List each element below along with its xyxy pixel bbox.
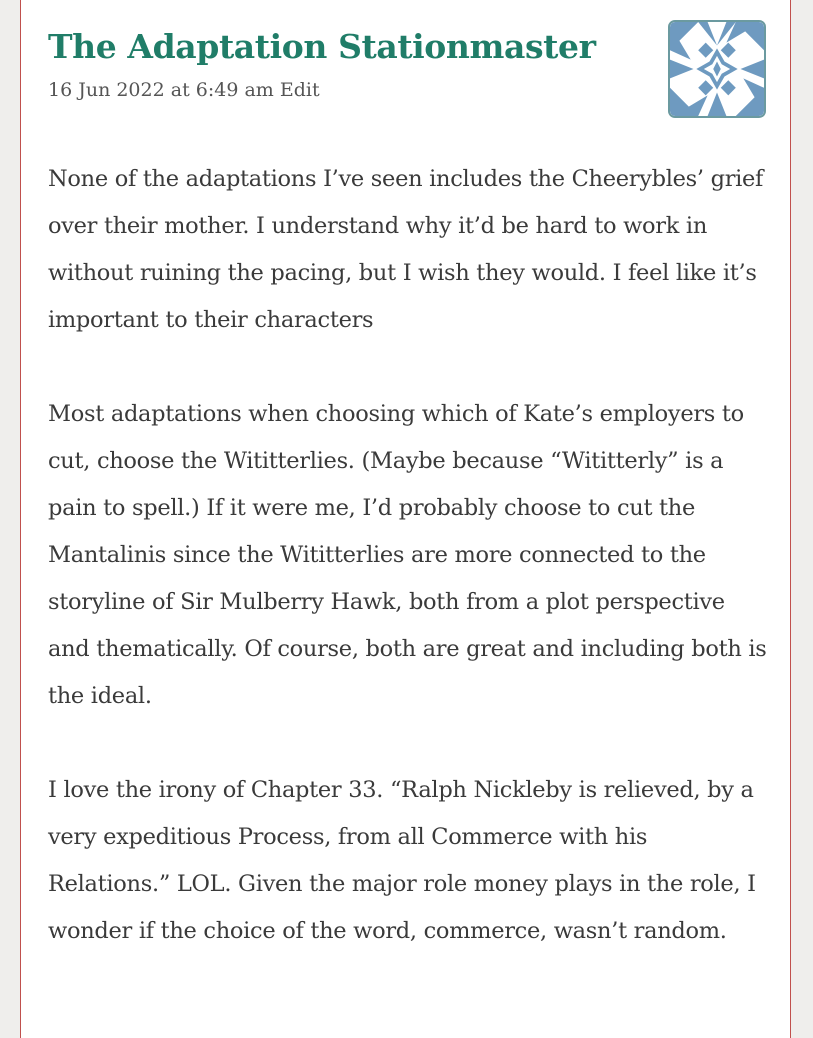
- comment-meta: [48, 78, 670, 102]
- comment-body: [48, 156, 773, 1002]
- comment-paragraph: Most adaptations when choosing which of Kate’s employers to cut, choose the Wititterlies. (Maybe because “Wititterly” is a pain to spell.) If it were me, I’d probably choose to cut the Mantalinis since the Wititterlies are more connected to the storyline of Sir Mulberry Hawk, both from a plot perspective and thematically. Of course, both are great and including both is the ideal.: [48, 401, 767, 709]
- comment-paragraph: None of the adaptations I’ve seen includes the Cheerybles’ grief over their mother. I understand why it’d be hard to work in without ruining the pacing, but I wish they would. I feel like it’s important to their characters: [48, 166, 764, 333]
- geometric-quilt-avatar-icon: [670, 22, 764, 116]
- comment-author-link[interactable]: The Adaptation Stationmaster: [48, 27, 596, 66]
- comment-date[interactable]: 16 Jun 2022 at 6:49 am: [48, 79, 274, 101]
- comment-header: [48, 26, 670, 102]
- comment-card: [20, 0, 791, 1038]
- avatar[interactable]: [668, 20, 766, 118]
- comment-paragraph: I love the irony of Chapter 33. “Ralph Nickleby is relieved, by a very expeditious Process, from all Commerce with his Relations.” LOL. Given the major role money plays in the role, I wonder if the choice of the word, commerce, wasn’t random.: [48, 777, 756, 944]
- comment-edit-link[interactable]: Edit: [279, 79, 320, 101]
